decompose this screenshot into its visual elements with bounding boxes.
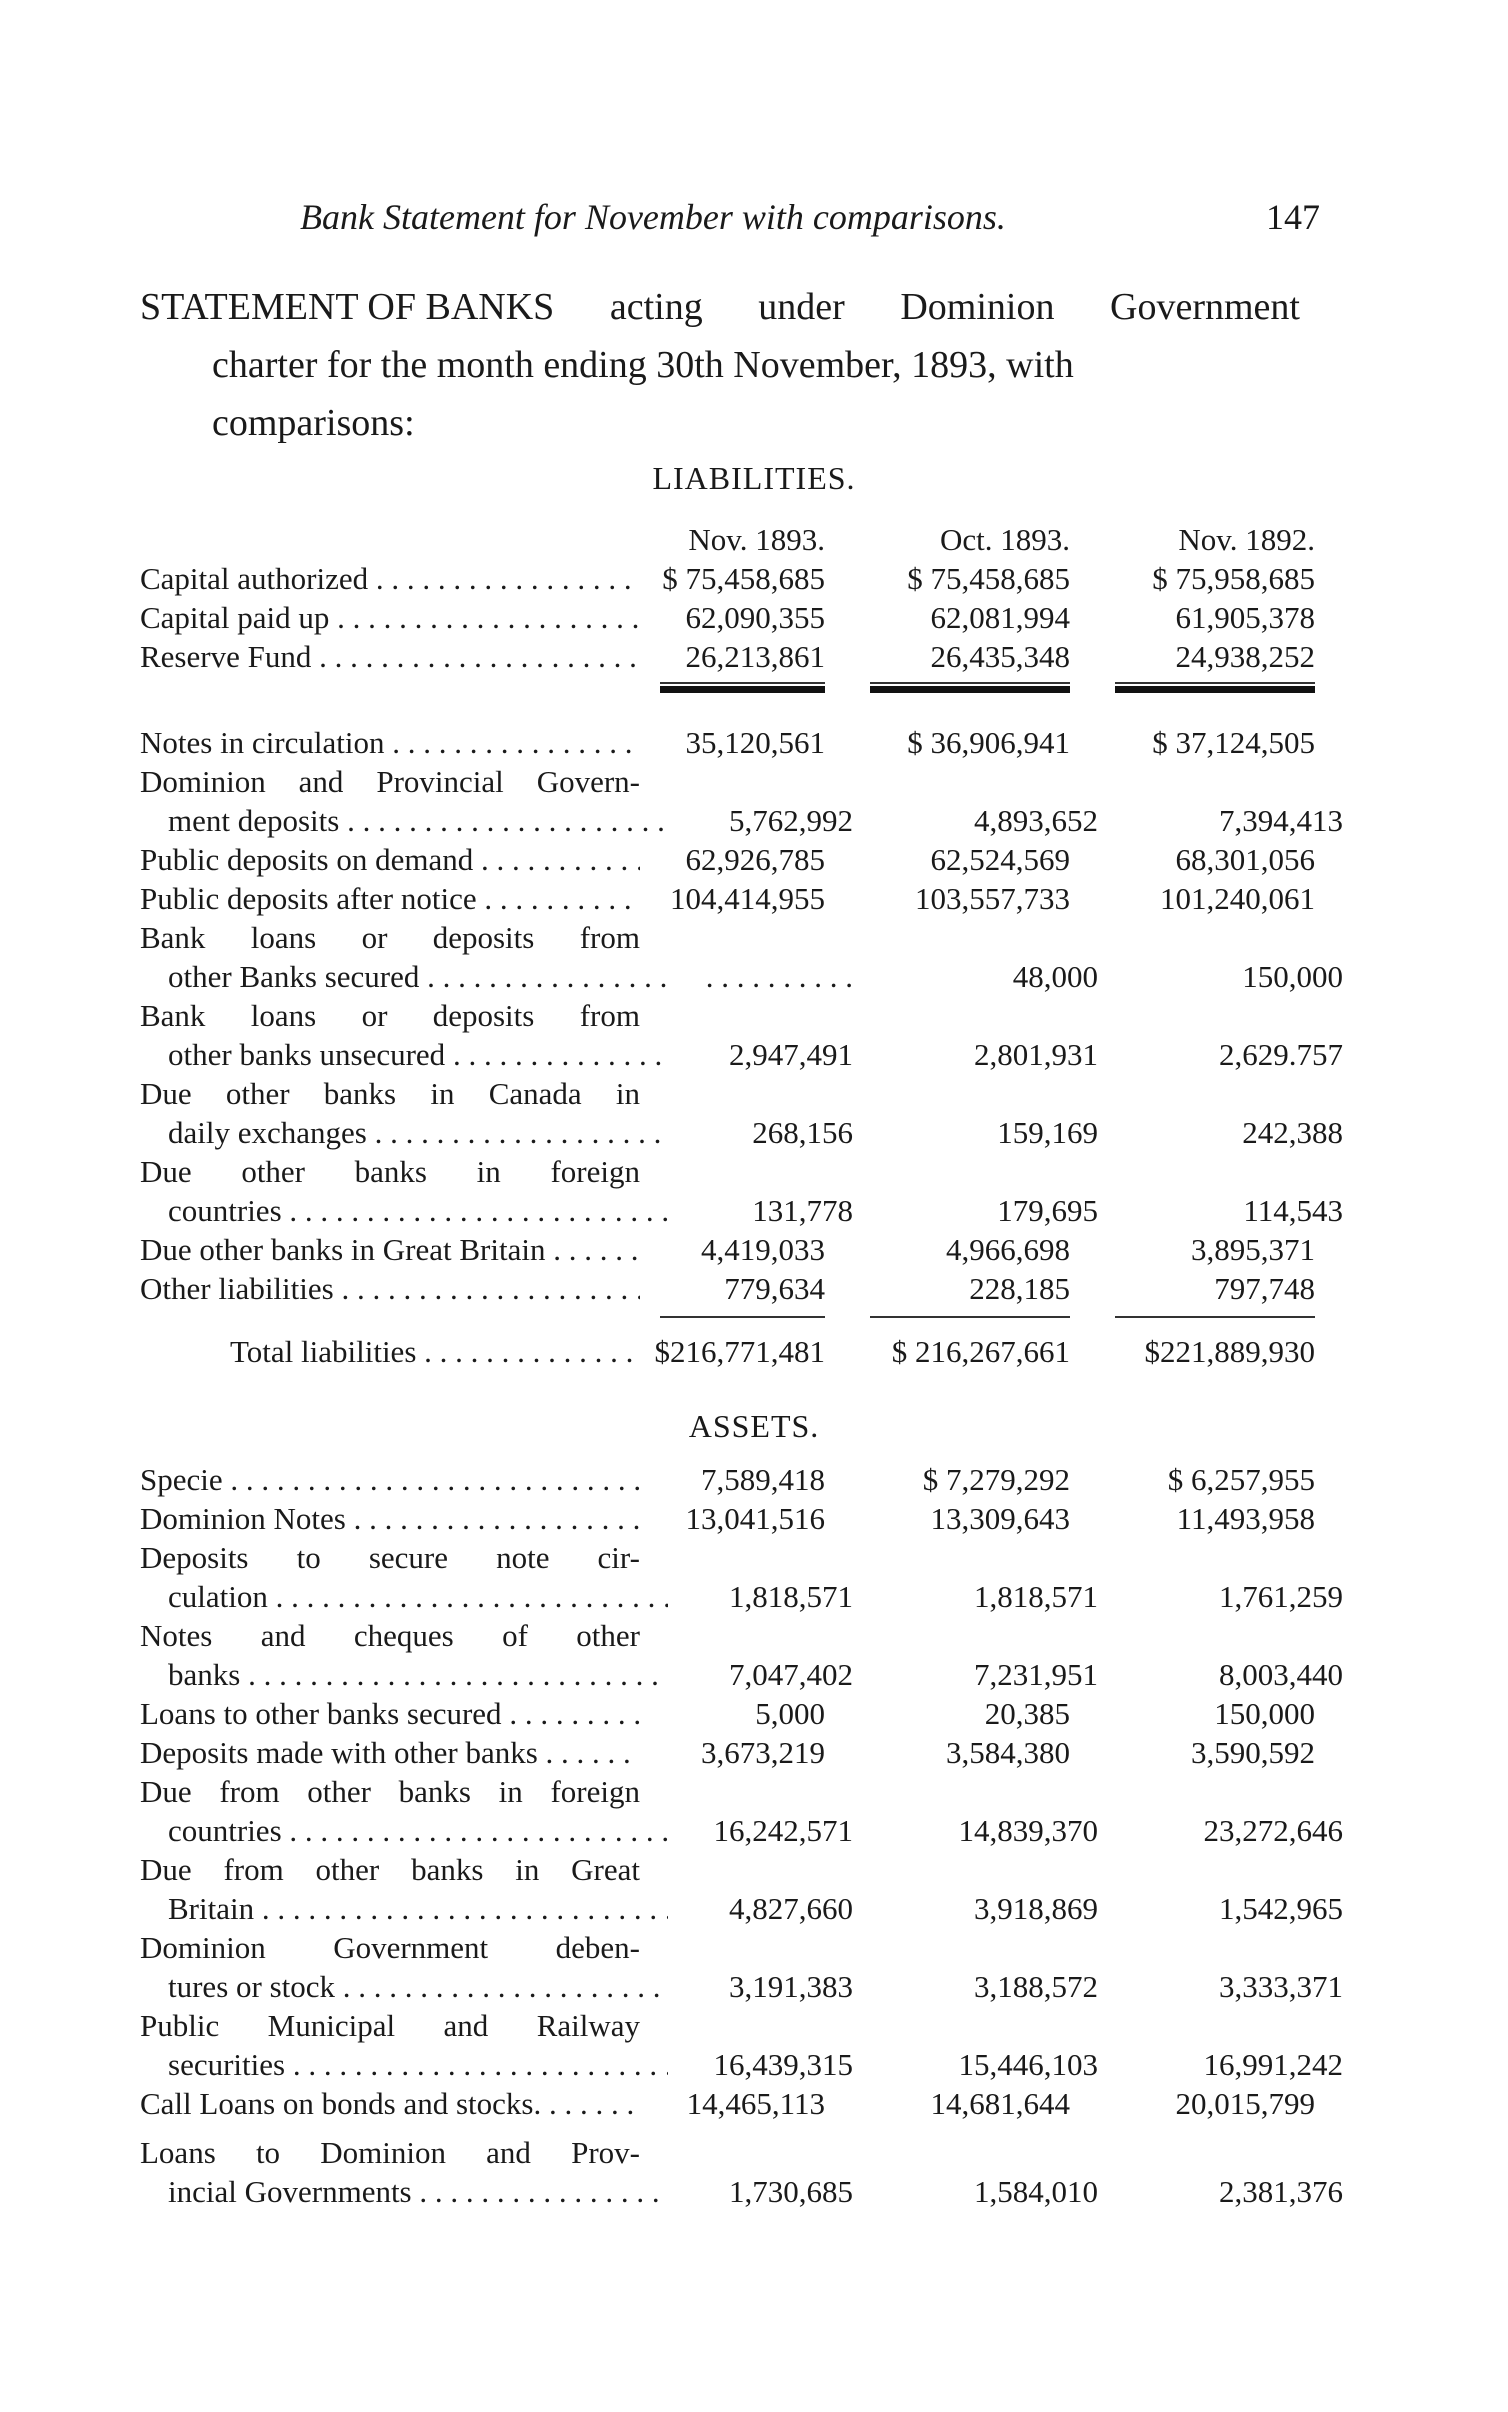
- liability-row-label: [140, 1074, 640, 1113]
- label-word: Loans: [140, 2135, 216, 2170]
- label-word: or: [361, 998, 388, 1033]
- liability-row-label: [140, 996, 640, 1035]
- liabilities-total-rule: [140, 1314, 1315, 1318]
- asset-row-nov-1893: 7,589,418: [701, 1462, 825, 1497]
- asset-row-label-line: [140, 1772, 1315, 1811]
- liability-row-nov-1892: 242,388: [1242, 1115, 1343, 1150]
- statement-title-line-2: charter for the month ending 30th November, 1893, with: [212, 344, 1074, 386]
- capital-row: [140, 559, 1315, 598]
- capital-row-nov-1892: 61,905,378: [1175, 600, 1315, 635]
- label-word: from: [579, 920, 640, 955]
- liability-row: [140, 723, 1315, 762]
- liability-row-nov-1892: $ 37,124,505: [1152, 725, 1315, 760]
- asset-row-label-line: [140, 1850, 1315, 1889]
- asset-row: [140, 1577, 1343, 1616]
- liability-row-oct-1893: $ 36,906,941: [907, 725, 1070, 760]
- leader-dots: [538, 1735, 640, 1770]
- liability-row-oct-1893: 4,966,698: [946, 1232, 1070, 1267]
- label-word: Deposits: [140, 1540, 249, 1575]
- label-text: Public deposits on demand: [140, 842, 474, 877]
- label-word: in: [430, 1076, 455, 1111]
- asset-row-oct-1893: 1,818,571: [974, 1579, 1098, 1614]
- label-text: daily exchanges: [168, 1115, 367, 1150]
- label-word: other: [315, 1852, 380, 1887]
- label-text: banks: [168, 1657, 241, 1692]
- statement-title: [140, 278, 1300, 452]
- label-word: in: [498, 1774, 523, 1809]
- asset-row-label-line: [140, 2133, 1315, 2172]
- asset-row-nov-1893: 5,000: [755, 1696, 825, 1731]
- label-word: or: [361, 920, 388, 955]
- label-word: banks: [411, 1852, 484, 1887]
- assets-heading: ASSETS.: [688, 1408, 820, 1444]
- asset-row-label: [140, 1694, 640, 1733]
- asset-row-nov-1893: 16,439,315: [713, 2047, 853, 2082]
- label-word: cir-: [597, 1540, 640, 1575]
- asset-row-label: [140, 1616, 640, 1655]
- liability-row-label: [140, 1152, 640, 1191]
- label-word: Great: [571, 1852, 640, 1887]
- liability-row-oct-1893: 103,557,733: [915, 881, 1070, 916]
- asset-row-label: [140, 1577, 668, 1616]
- label-text: incial Governments: [168, 2174, 412, 2209]
- label-text: countries: [168, 1193, 282, 1228]
- asset-row-oct-1893: 14,681,644: [930, 2086, 1070, 2121]
- asset-row: [140, 1460, 1315, 1499]
- leader-dots: [412, 2174, 668, 2209]
- liability-row-oct-1893: 159,169: [997, 1115, 1098, 1150]
- label-text: Britain: [168, 1891, 255, 1926]
- leader-dots: [477, 881, 640, 916]
- asset-row-oct-1893: 13,309,643: [930, 1501, 1070, 1536]
- asset-row: [140, 1967, 1343, 2006]
- label-word: loans: [250, 998, 317, 1033]
- capital-row-nov-1893: $ 75,458,685: [662, 561, 825, 596]
- label-word: Dominion: [140, 1930, 266, 1965]
- liability-row-label: [140, 1269, 640, 1308]
- liability-row: [140, 1113, 1343, 1152]
- asset-row-label: [140, 1811, 668, 1850]
- asset-row-label: [140, 2045, 668, 2084]
- statement-title-word: Dominion: [900, 286, 1055, 328]
- liability-row-nov-1893: 131,778: [752, 1193, 853, 1228]
- asset-row: [140, 2045, 1343, 2084]
- label-word: deposits: [432, 998, 535, 1033]
- leader-dots: [419, 959, 668, 994]
- label-word: and: [298, 764, 344, 799]
- asset-row-nov-1893: 14,465,113: [686, 2086, 825, 2121]
- liability-row-label: [140, 879, 640, 918]
- label-word: deposits: [432, 920, 535, 955]
- label-text: countries: [168, 1813, 282, 1848]
- liability-row-label: [140, 801, 668, 840]
- liability-row-nov-1893: 779,634: [724, 1271, 825, 1306]
- label-word: banks: [398, 1774, 471, 1809]
- label-word: Bank: [140, 998, 206, 1033]
- liability-row-label-line: [140, 1152, 1315, 1191]
- asset-row-nov-1893: 16,242,571: [713, 1813, 853, 1848]
- page-number: 147: [1266, 197, 1320, 237]
- liability-row-label: [140, 957, 668, 996]
- label-word: Canada: [488, 1076, 582, 1111]
- asset-row-nov-1892: 11,493,958: [1176, 1501, 1315, 1536]
- asset-row-label: [140, 2133, 640, 2172]
- asset-row-label: [140, 1889, 668, 1928]
- label-word: from: [579, 998, 640, 1033]
- liability-rows: [140, 723, 1343, 1308]
- asset-row-nov-1892: 3,333,371: [1219, 1969, 1343, 2004]
- liability-row-nov-1892: 2,629.757: [1219, 1037, 1343, 1072]
- label-word: to: [296, 1540, 321, 1575]
- label-word: banks: [354, 1154, 427, 1189]
- liability-row-nov-1893: 62,926,785: [685, 842, 825, 877]
- asset-row-oct-1893: 7,231,951: [974, 1657, 1098, 1692]
- liability-row: [140, 1191, 1343, 1230]
- column-headers: [140, 520, 1315, 559]
- asset-row-label-line: [140, 1928, 1315, 1967]
- asset-row-label-line: [140, 1538, 1315, 1577]
- label-word: Bank: [140, 920, 206, 955]
- label-word: loans: [250, 920, 317, 955]
- statement-title-line-1: [140, 278, 1300, 336]
- column-header-nov-1892: Nov. 1892.: [1178, 522, 1315, 557]
- capital-row-oct-1893: 26,435,348: [930, 639, 1070, 674]
- asset-row-nov-1892: 1,542,965: [1219, 1891, 1343, 1926]
- label-word: Govern-: [536, 764, 640, 799]
- label-text: other Banks secured: [168, 959, 420, 994]
- liability-row-nov-1893: 35,120,561: [685, 725, 825, 760]
- asset-row-label-line: [140, 2006, 1315, 2045]
- leader-dots: [329, 600, 640, 635]
- liability-row-label-line: [140, 762, 1315, 801]
- label-text: Reserve Fund: [140, 639, 312, 674]
- liability-row-nov-1893: 104,414,955: [670, 881, 825, 916]
- asset-row-label: [140, 2172, 668, 2211]
- capital-row: [140, 598, 1315, 637]
- label-word: other: [307, 1774, 371, 1809]
- asset-row-nov-1893: 13,041,516: [685, 1501, 825, 1536]
- label-text: Notes in circulation: [140, 725, 385, 760]
- leader-dots: [346, 1501, 640, 1536]
- label-text: other banks unsecured: [168, 1037, 446, 1072]
- asset-row: [140, 1655, 1343, 1694]
- capital-row-nov-1893: 62,090,355: [685, 600, 825, 635]
- liability-row: [140, 957, 1343, 996]
- label-text: Loans to other banks secured: [140, 1696, 502, 1731]
- liability-row-nov-1893: 4,419,033: [701, 1232, 825, 1267]
- asset-row-nov-1893: 3,673,219: [701, 1735, 825, 1770]
- leader-dots: [367, 1115, 668, 1150]
- statement-title-line-3: comparisons:: [212, 402, 415, 444]
- asset-row: [140, 1889, 1343, 1928]
- label-text: Capital paid up: [140, 600, 330, 635]
- liability-row-label: [140, 723, 640, 762]
- capital-row-label: [140, 637, 640, 676]
- label-word: and: [443, 2008, 489, 2043]
- asset-row-nov-1893: 1,730,685: [729, 2174, 853, 2209]
- leader-dots: [368, 561, 640, 596]
- label-word: Notes: [140, 1618, 213, 1653]
- liability-row: [140, 879, 1315, 918]
- liability-row-nov-1893: 268,156: [752, 1115, 853, 1150]
- leader-dots: [282, 1813, 668, 1848]
- capital-row-oct-1893: $ 75,458,685: [907, 561, 1070, 596]
- leader-dots: [311, 639, 640, 674]
- asset-row-oct-1893: $ 7,279,292: [922, 1462, 1070, 1497]
- liability-row-oct-1893: 179,695: [997, 1193, 1098, 1228]
- label-word: and: [260, 1618, 306, 1653]
- label-word: in: [476, 1154, 501, 1189]
- liability-row-label-line: [140, 996, 1315, 1035]
- asset-row-nov-1892: 2,381,376: [1219, 2174, 1343, 2209]
- capital-row-nov-1892: 24,938,252: [1175, 639, 1315, 674]
- asset-row: [140, 1811, 1343, 1850]
- label-word: secure: [368, 1540, 448, 1575]
- liability-row-label-line: [140, 1074, 1315, 1113]
- label-word: Due: [140, 1154, 192, 1189]
- label-word: and: [486, 2135, 531, 2170]
- leader-dots: [254, 1891, 668, 1926]
- label-word: from: [219, 1774, 280, 1809]
- liability-row-label-line: [140, 918, 1315, 957]
- total-liabilities-label: Total liabilities . . .: [140, 1332, 640, 1371]
- liability-row-oct-1893: 4,893,652: [974, 803, 1098, 838]
- liability-row-nov-1893: 2,947,491: [729, 1037, 853, 1072]
- label-text: culation: [168, 1579, 268, 1614]
- capital-row-oct-1893: 62,081,994: [930, 600, 1070, 635]
- label-word: Prov-: [571, 2135, 640, 2170]
- label-word: Due: [140, 1774, 192, 1809]
- label-text: Dominion Notes: [140, 1501, 346, 1536]
- liability-row-nov-1892: 3,895,371: [1191, 1232, 1315, 1267]
- label-word: Provincial: [376, 764, 504, 799]
- label-text: ment deposits: [168, 803, 340, 838]
- liability-row-label: [140, 918, 640, 957]
- asset-row-oct-1893: 1,584,010: [974, 2174, 1098, 2209]
- liability-row-oct-1893: 48,000: [1012, 959, 1098, 994]
- asset-row-nov-1893: 4,827,660: [729, 1891, 853, 1926]
- liability-row-label: [140, 1113, 668, 1152]
- label-text: Public deposits after notice: [140, 881, 477, 916]
- capital-row-nov-1893: 26,213,861: [685, 639, 825, 674]
- asset-row-nov-1893: 3,191,383: [729, 1969, 853, 2004]
- liabilities-table: [140, 520, 1343, 1371]
- label-word: cheques: [353, 1618, 454, 1653]
- liabilities-heading: LIABILITIES.: [652, 460, 856, 496]
- total-liabilities-nov-1892: $221,889,930: [1144, 1334, 1315, 1369]
- asset-row-label: [140, 1850, 640, 1889]
- liability-row-nov-1892: 114,543: [1243, 1193, 1343, 1228]
- liability-row-oct-1893: 2,801,931: [974, 1037, 1098, 1072]
- statement-title-word: under: [758, 286, 845, 328]
- leader-dots: [285, 2047, 668, 2082]
- label-word: Municipal: [267, 2008, 396, 2043]
- liability-row-label: [140, 1191, 668, 1230]
- label-text: Capital authorized: [140, 561, 369, 596]
- label-text: Other liabilities: [140, 1271, 334, 1306]
- asset-row-nov-1892: 23,272,646: [1203, 1813, 1343, 1848]
- asset-row-nov-1893: 7,047,402: [729, 1657, 853, 1692]
- asset-row-label: [140, 1967, 668, 2006]
- liability-row: [140, 1269, 1315, 1308]
- leader-dots: [385, 725, 641, 760]
- leader-dots: [541, 2086, 640, 2121]
- leader-dots: [335, 1969, 668, 2004]
- liability-row-label: [140, 1035, 668, 1074]
- label-word: foreign: [550, 1774, 640, 1809]
- liability-row-label: [140, 1230, 640, 1269]
- label-word: foreign: [550, 1154, 640, 1189]
- total-liabilities-row: [140, 1332, 1315, 1371]
- asset-row-oct-1893: 20,385: [984, 1696, 1070, 1731]
- running-header: [300, 196, 1320, 238]
- column-header-nov-1893: Nov. 1893.: [688, 522, 825, 557]
- asset-row-oct-1893: 3,188,572: [974, 1969, 1098, 2004]
- statement-title-word: STATEMENT OF BANKS: [140, 286, 555, 328]
- label-word: Due: [140, 1076, 192, 1111]
- statement-title-word: Government: [1110, 286, 1300, 328]
- label-text: Deposits made with other banks: [140, 1735, 538, 1770]
- liability-row-nov-1892: 101,240,061: [1160, 881, 1315, 916]
- label-word: Dominion: [320, 2135, 446, 2170]
- label-word: in: [615, 1076, 640, 1111]
- liability-row: [140, 1230, 1315, 1269]
- asset-row-label: [140, 1733, 640, 1772]
- asset-row: [140, 1733, 1315, 1772]
- liability-row-label: [140, 840, 640, 879]
- label-word: other: [225, 1076, 290, 1111]
- asset-row-label: [140, 1460, 640, 1499]
- liability-row: [140, 1035, 1343, 1074]
- leader-dots: [545, 1232, 640, 1267]
- asset-row-nov-1892: 8,003,440: [1219, 1657, 1343, 1692]
- label-word: banks: [323, 1076, 397, 1111]
- label-word: note: [496, 1540, 550, 1575]
- leader-dots: [268, 1579, 668, 1614]
- capital-row-label: [140, 559, 640, 598]
- asset-row-label: [140, 1499, 640, 1538]
- liability-row-label: [140, 762, 640, 801]
- asset-row-nov-1892: 1,761,259: [1219, 1579, 1343, 1614]
- asset-row-oct-1893: 14,839,370: [958, 1813, 1098, 1848]
- assets-table: [140, 1460, 1343, 2211]
- leader-dots: [502, 1696, 640, 1731]
- label-word: in: [515, 1852, 540, 1887]
- label-word: other: [576, 1618, 640, 1653]
- label-word: to: [255, 2135, 281, 2170]
- liability-row-oct-1893: 228,185: [969, 1271, 1070, 1306]
- leader-dots: [223, 1462, 640, 1497]
- capital-row-nov-1892: $ 75,958,685: [1152, 561, 1315, 596]
- label-word: Due: [140, 1852, 192, 1887]
- asset-rows: [140, 1460, 1343, 2211]
- asset-row-nov-1892: 20,015,799: [1175, 2086, 1315, 2121]
- asset-row: [140, 1499, 1315, 1538]
- liability-row-oct-1893: 62,524,569: [930, 842, 1070, 877]
- column-header-oct-1893: Oct. 1893.: [939, 522, 1070, 557]
- asset-row-label: [140, 1538, 640, 1577]
- asset-row-nov-1892: $ 6,257,955: [1167, 1462, 1315, 1497]
- label-word: of: [502, 1618, 528, 1653]
- label-text: tures or stock: [168, 1969, 336, 2004]
- asset-row-nov-1892: 150,000: [1214, 1696, 1315, 1731]
- asset-row-label: [140, 1928, 640, 1967]
- leader-dots: [334, 1271, 640, 1306]
- asset-row: [140, 1694, 1315, 1733]
- asset-row-nov-1892: 16,991,242: [1203, 2047, 1343, 2082]
- label-text: Specie: [140, 1462, 223, 1497]
- capital-row-label: [140, 598, 640, 637]
- label-text: Call Loans on bonds and stocks.: [140, 2086, 542, 2121]
- leader-dots: [445, 1037, 668, 1072]
- liability-row-nov-1893: . . . . . . . . . .: [705, 959, 853, 994]
- asset-row-oct-1893: 3,584,380: [946, 1735, 1070, 1770]
- liability-row: [140, 840, 1315, 879]
- asset-row-nov-1892: 3,590,592: [1191, 1735, 1315, 1770]
- running-title: Bank Statement for November with comparisons.: [300, 197, 1006, 237]
- capital-underline: [140, 680, 1315, 693]
- leader-dots: [240, 1657, 659, 1692]
- asset-row-nov-1893: 1,818,571: [729, 1579, 853, 1614]
- capital-rows: [140, 559, 1315, 676]
- liability-row-nov-1892: 797,748: [1214, 1271, 1315, 1306]
- leader-dots: [282, 1193, 668, 1228]
- liability-row: [140, 801, 1343, 840]
- label-text: securities: [168, 2047, 286, 2082]
- label-word: Railway: [536, 2008, 640, 2043]
- asset-row-oct-1893: 3,918,869: [974, 1891, 1098, 1926]
- asset-row-label: [140, 2084, 640, 2123]
- statement-title-word: acting: [609, 286, 703, 328]
- liability-row-nov-1893: 5,762,992: [729, 803, 853, 838]
- label-word: from: [223, 1852, 284, 1887]
- capital-row: [140, 637, 1315, 676]
- asset-row-label-line: [140, 1616, 1315, 1655]
- label-word: deben-: [555, 1930, 640, 1965]
- label-word: other: [241, 1154, 306, 1189]
- asset-row-oct-1893: 15,446,103: [958, 2047, 1098, 2082]
- asset-row-label: [140, 1772, 640, 1811]
- total-liabilities-oct-1893: $ 216,267,661: [891, 1334, 1070, 1369]
- leader-dots: [339, 803, 668, 838]
- liability-row-nov-1892: 7,394,413: [1219, 803, 1343, 838]
- label-text: Due other banks in Great Britain: [140, 1232, 546, 1267]
- liability-row-nov-1892: 68,301,056: [1175, 842, 1315, 877]
- total-liabilities-nov-1893: $216,771,481: [654, 1334, 825, 1369]
- label-word: Government: [333, 1930, 489, 1965]
- leader-dots: [473, 842, 640, 877]
- label-word: Dominion: [140, 764, 266, 799]
- asset-row-label: [140, 1655, 668, 1694]
- label-word: Public: [140, 2008, 220, 2043]
- asset-row-label: [140, 2006, 640, 2045]
- asset-row: [140, 2172, 1343, 2211]
- asset-row: [140, 2084, 1315, 2123]
- liability-row-nov-1892: 150,000: [1242, 959, 1343, 994]
